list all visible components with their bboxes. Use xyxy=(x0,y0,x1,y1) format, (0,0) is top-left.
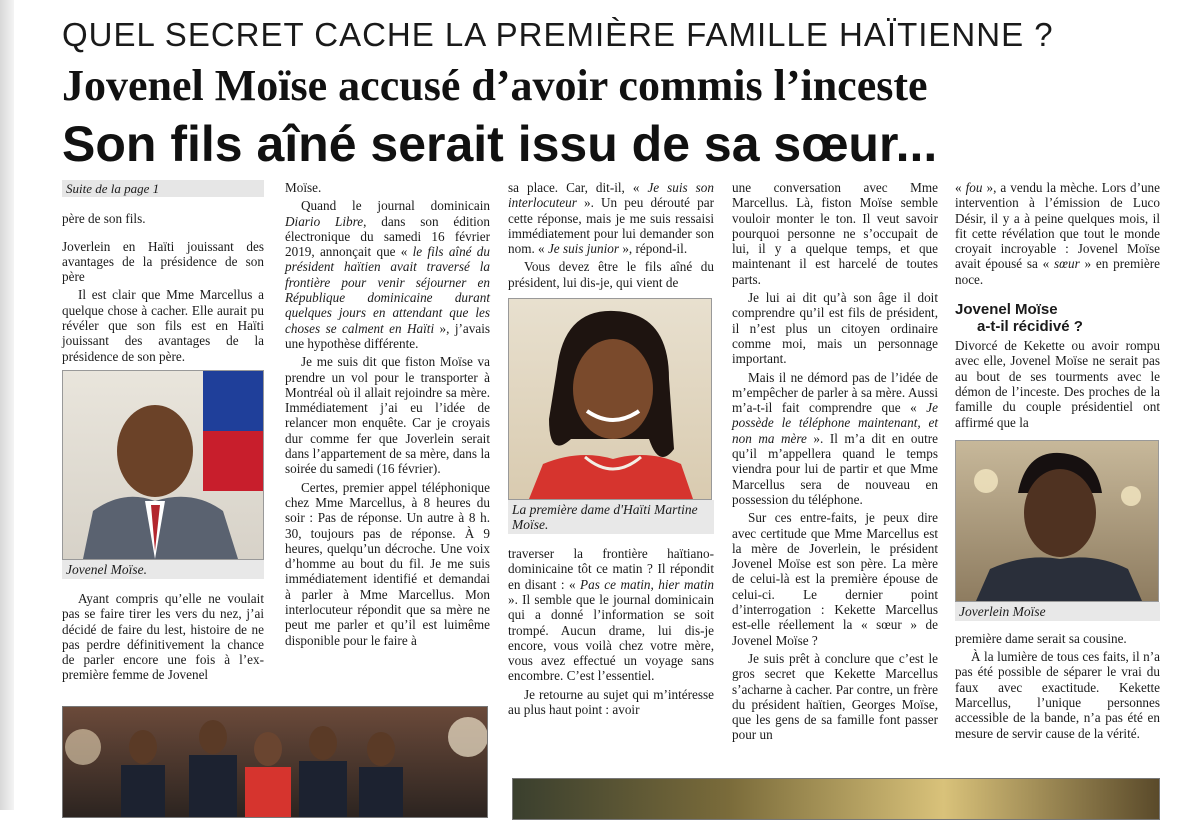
article-column-5 xyxy=(955,180,1160,744)
paragraph: père de son fils. xyxy=(62,211,146,227)
photo-joverlein-moise xyxy=(955,440,1159,602)
text-run: sa place. Car, dit-il, « xyxy=(508,180,648,195)
subhead-line-1: Jovenel Moïse xyxy=(955,301,1058,319)
group-photo-illustration xyxy=(63,707,487,817)
quote-italic: Je suis son interlocuteur xyxy=(508,180,714,211)
paragraph: Moïse. xyxy=(285,180,322,195)
article-column-3 xyxy=(508,180,714,720)
text-run-italic: Diario Libre xyxy=(285,213,364,229)
paragraph: Je lui ai dit qu’à son âge il doit comprendre qu’il est fils de président, il n’est plus un citoyen ordinaire comme moi, mais un personnage important. xyxy=(732,290,938,367)
text-run: ». Il m’a dit en outre qu’il m’appellera quand le temps viendra pour lui de partir et que Mme Marcellus sera de nouveau en possession du téléphone. xyxy=(732,430,938,507)
paragraph: À la lumière de tous ces faits, il n’a pas été possible de séparer le vrai du faux avec exactitude. Kekette Marcellus, l’unique personnes accessible de la bande, n’a pas été en mesure de servir cause de la vérité. xyxy=(955,649,1160,741)
text-run: », j’avais une hypothèse différente. xyxy=(285,320,491,351)
article-column-1 xyxy=(62,180,264,686)
text-run: », a vendu la mèche. Lors d’une intervention à l’émission de Luco Désir, il y a à peine quelques mois, il fit cette révélation que tout le monde croyait incroyable : Jovenel Moïse avait épousé sa « xyxy=(955,180,1161,272)
text-run: Quand le journal dominicain xyxy=(301,198,490,214)
text-run: » en première noce. xyxy=(955,256,1161,287)
text-run: ». Il semble que le journal dominicain qui a donné l’information se soit trompé. Aucun drame, lui dis-je encore, vous voilà chez votre mère, vous avez effectué un voyage sans encombre. C’est l’essentiel. xyxy=(508,591,714,684)
portrait-illustration xyxy=(509,299,711,499)
section-subhead xyxy=(955,301,1160,335)
quote-italic: Je possède le téléphone maintenant, et non ma mère xyxy=(732,400,938,446)
article-column-4 xyxy=(732,180,938,746)
sub-headline: Son fils aîné serait issu de sa sœur... xyxy=(62,116,938,172)
photo-martine-moise xyxy=(508,298,712,500)
text-run: , dans son édition électronique du samedi 16 février 2019, annonçait que « xyxy=(285,213,490,260)
paragraph: première dame serait sa cousine. xyxy=(955,630,1127,646)
photo-caption: Jovenel Moïse. xyxy=(62,560,264,579)
paragraph: Je suis prêt à conclure que c’est le gros secret que Kekette Marcellus s’acharne à cacher. Par contre, un frère du président haïtien, Georges Moïse, que les gens de sa famille font passer pour un xyxy=(732,650,938,743)
paragraph xyxy=(285,198,490,351)
paragraph: Certes, premier appel téléphonique chez Mme Marcellus, à 8 heures du soir : Pas de réponse. Un autre à 8 h. 30, toujours pas de réponse. À 9 heures, quelqu’un décroche. Une voix d’homme au bout du fil. Je me suis immédiatement identifié et demandai à parler à Mme Marcellus. Mon interlocuteur répondit que sa mère ne peut me parler et qu’il est luimême disponible pour le faire à xyxy=(285,479,490,648)
text-run: Mais il ne démord pas de l’idée de m’empêcher de parler à sa mère. Aussi m’a-t-il fait comprendre que « xyxy=(732,369,938,416)
photo-bottom-right xyxy=(512,778,1160,820)
paragraph xyxy=(508,180,714,256)
paragraph: Divorcé de Kekette ou avoir rompu avec elle, Jovenel Moïse ne serait pas au bout de ses tourments avec le démon de l’inceste. Des proches de la famille du couple présidentiel ont affirmé que la xyxy=(955,338,1160,430)
photo-caption: La première dame d'Haïti Martine Moïse. xyxy=(508,500,714,534)
text-run: « xyxy=(955,180,966,195)
paragraph: Je retourne au sujet qui m’intéresse au plus haut point : avoir xyxy=(508,686,714,718)
photo-jovenel-moise xyxy=(62,370,264,560)
text-run: traverser la frontière haïtiano-dominicaine tôt ce matin ? Il répondit en disant : « xyxy=(508,546,714,592)
page-shadow-edge xyxy=(0,0,14,810)
paragraph xyxy=(508,546,714,684)
quote-italic: Pas ce matin, hier matin xyxy=(580,576,714,592)
paragraph xyxy=(955,180,1160,287)
text-run: », répond-il. xyxy=(619,241,688,257)
paragraph: Vous devez être le fils aîné du président, lui dis-je, qui vient de xyxy=(508,259,714,290)
subhead-line-2: a-t-il récidivé ? xyxy=(977,318,1083,336)
portrait-illustration xyxy=(63,371,263,559)
article-column-2 xyxy=(285,180,490,651)
text-run: ». Un peu dérouté par cette réponse, mais je me suis ressaisi immédiatement pour lui demander son nom. « xyxy=(508,195,714,257)
paragraph: Je me suis dit que fiston Moïse va prendre un vol pour le transporter à Montréal où il allait rejoindre sa mère. Immédiatement j’ai eu l’idée de relancer mon enquête. Car je croyais dur comme fer que Joverlein serait dans l’appartement de sa mère, dans la soirée du samedi (16 février). xyxy=(285,354,490,477)
photo-presidential-family xyxy=(62,706,488,818)
paragraph xyxy=(732,370,938,508)
paragraph: une conversation avec Mme Marcellus. Là, fiston Moïse semble vouloir monter le ton. Il veut savoir pourquoi personne ne s’occupait de lui, il y a quelque temps, et que maintenant il est harcelé de toutes parts. xyxy=(732,180,938,287)
paragraph: Ayant compris qu’elle ne voulait pas se faire tirer les vers du nez, j’ai décidé de faire du lest, histoire de ne pas perdre définitivement la chance de parler encore une fois à l’ex-première femme de Jovenel xyxy=(62,590,264,683)
paragraph: Joverlein en Haïti jouissant des avantages de la présidence de son père xyxy=(62,238,264,285)
kicker-headline: QUEL SECRET CACHE LA PREMIÈRE FAMILLE HAÏTIENNE ? xyxy=(62,16,1054,53)
quote-italic: sœur xyxy=(1054,256,1080,272)
main-headline: Jovenel Moïse accusé d’avoir commis l’inceste xyxy=(62,61,928,110)
paragraph: Il est clair que Mme Marcellus a quelque chose à cacher. Elle aurait pu révéler que son fils est en Haïti jouissant des avantages de la présidence de son père. xyxy=(62,287,264,364)
quote-italic: le fils aîné du président haïtien avait traversé la frontière pour venir séjourner en République dominicaine durant quelques jours en attendant que les choses se calment en Haïti xyxy=(285,244,490,336)
paragraph: Sur ces entre-faits, je peux dire avec certitude que Mme Marcellus est la mère de Joverlein, le président Jovenel Moïse est son père. La mère de celui-là est la première épouse de celui-ci. Le dernier point d’interrogation : Kekette Marcellus est-elle réellement la « sœur » de Jovenel Moïse ? xyxy=(732,510,938,648)
continuation-note: Suite de la page 1 xyxy=(62,180,264,197)
quote-italic: Je suis junior xyxy=(547,241,620,257)
photo-caption: Joverlein Moïse xyxy=(955,602,1160,621)
portrait-illustration xyxy=(956,441,1158,601)
quote-italic: fou xyxy=(965,180,983,195)
